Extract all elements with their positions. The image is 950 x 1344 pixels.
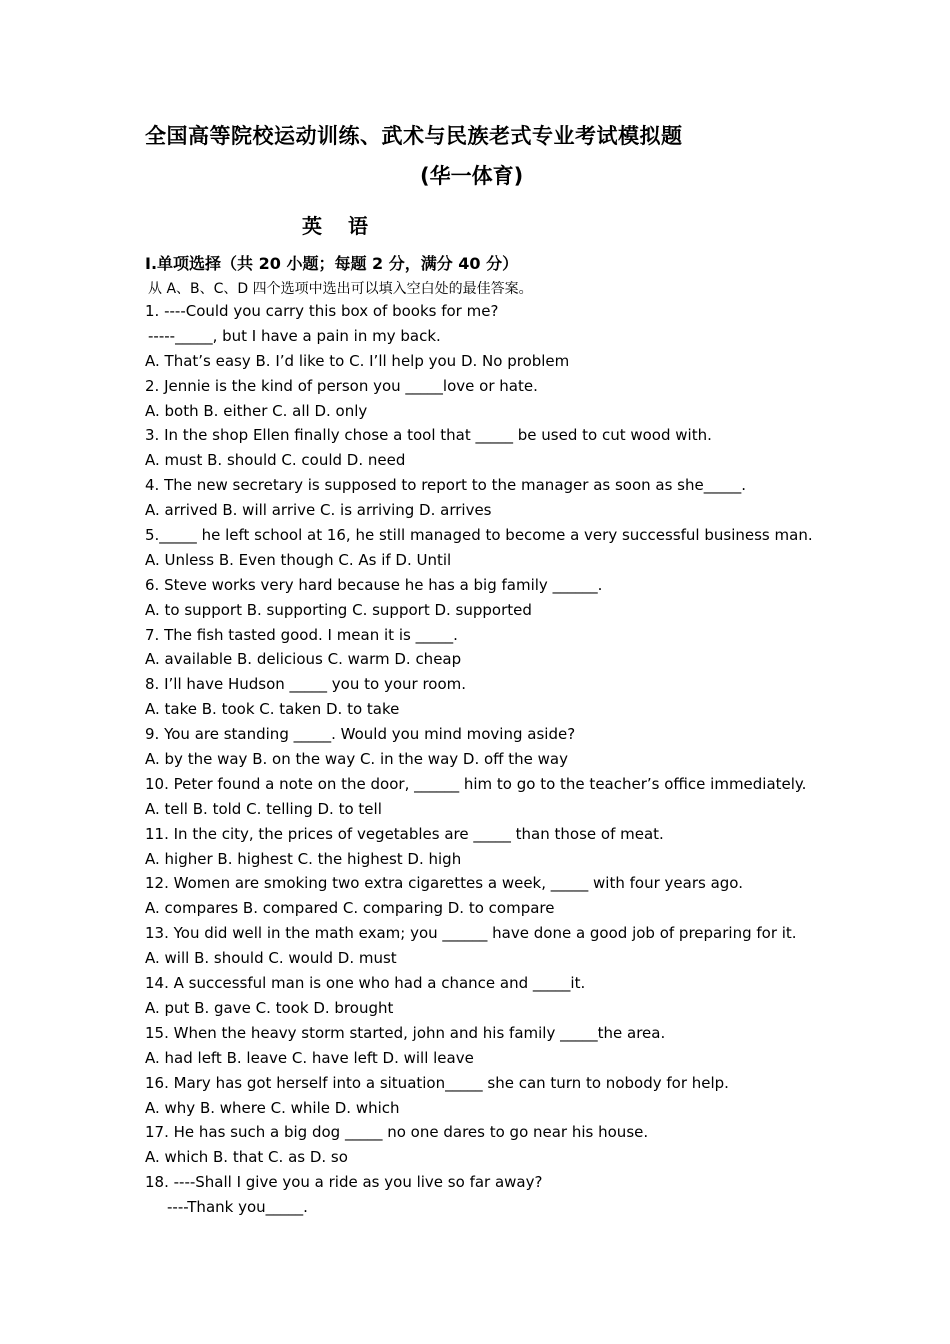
- question-line: 6. Steve works very hard because he has a big family ______.: [145, 575, 603, 594]
- options-line: A. put B. gave C. took D. brought: [145, 998, 394, 1017]
- options-line: A. to support B. supporting C. support D. supported: [145, 600, 532, 619]
- subject-heading: 英语: [302, 214, 394, 238]
- question-line: 2. Jennie is the kind of person you _____love or hate.: [145, 376, 538, 395]
- question-line: 12. Women are smoking two extra cigarettes a week, _____ with four years ago.: [145, 874, 743, 893]
- question-line: 4. The new secretary is supposed to report to the manager as soon as she_____.: [145, 476, 747, 495]
- question-line: 9. You are standing _____. Would you mind moving aside?: [145, 725, 576, 744]
- options-line: A. tell B. told C. telling D. to tell: [145, 799, 382, 818]
- question-list: [145, 299, 925, 1220]
- question-line: 10. Peter found a note on the door, ______ him to go to the teacher’s office immediately.: [145, 774, 807, 793]
- question-line: 5._____ he left school at 16, he still managed to become a very successful business man.: [145, 526, 813, 545]
- options-line: A. available B. delicious C. warm D. cheap: [145, 650, 462, 669]
- question-line: 17. He has such a big dog _____ no one dares to go near his house.: [145, 1123, 649, 1142]
- options-line: A. by the way B. on the way C. in the way D. off the way: [145, 750, 568, 769]
- question-line: 1. ----Could you carry this box of books for me?: [145, 302, 499, 320]
- options-line: A. higher B. highest C. the highest D. high: [145, 849, 462, 868]
- section-instruction: 从 A、B、C、D 四个选项中选出可以填入空白处的最佳答案。: [148, 281, 533, 297]
- exam-subtitle: (华一体育): [420, 164, 524, 188]
- question-line: -----_____, but I have a pain in my back.: [148, 326, 441, 345]
- question-line: 3. In the shop Ellen finally chose a tool that _____ be used to cut wood with.: [145, 426, 712, 445]
- exam-title: 全国高等院校运动训练、武术与民族老式专业考试模拟题: [145, 124, 683, 148]
- options-line: A. why B. where C. while D. which: [145, 1098, 400, 1117]
- options-line: A. That’s easy B. I’d like to C. I’ll help you D. No problem: [145, 351, 570, 370]
- options-line: A. compares B. compared C. comparing D. to compare: [145, 899, 555, 918]
- options-line: A. had left B. leave C. have left D. will leave: [145, 1048, 474, 1067]
- options-line: A. both B. either C. all D. only: [145, 401, 368, 420]
- question-line: 15. When the heavy storm started, john and his family _____the area.: [145, 1023, 666, 1042]
- question-line: 13. You did well in the math exam; you ______ have done a good job of preparing for it.: [145, 924, 797, 943]
- section-heading: I.单项选择（共 20 小题；每题 2 分，满分 40 分）: [145, 254, 519, 273]
- question-line: 14. A successful man is one who had a chance and _____it.: [145, 974, 586, 993]
- question-line: 8. I’ll have Hudson _____ you to your room.: [145, 675, 467, 694]
- question-line: 7. The fish tasted good. I mean it is _____.: [145, 625, 458, 644]
- options-line: A. which B. that C. as D. so: [145, 1148, 348, 1167]
- question-line: ----Thank you_____.: [167, 1198, 308, 1217]
- options-line: A. must B. should C. could D. need: [145, 451, 406, 470]
- options-line: A. Unless B. Even though C. As if D. Until: [145, 550, 452, 569]
- options-line: A. take B. took C. taken D. to take: [145, 700, 400, 719]
- options-line: A. arrived B. will arrive C. is arriving D. arrives: [145, 501, 492, 520]
- question-line: 11. In the city, the prices of vegetables are _____ than those of meat.: [145, 824, 664, 843]
- question-line: 16. Mary has got herself into a situation_____ she can turn to nobody for help.: [145, 1073, 729, 1092]
- question-line: 18. ----Shall I give you a ride as you live so far away?: [145, 1173, 543, 1192]
- options-line: A. will B. should C. would D. must: [145, 949, 397, 968]
